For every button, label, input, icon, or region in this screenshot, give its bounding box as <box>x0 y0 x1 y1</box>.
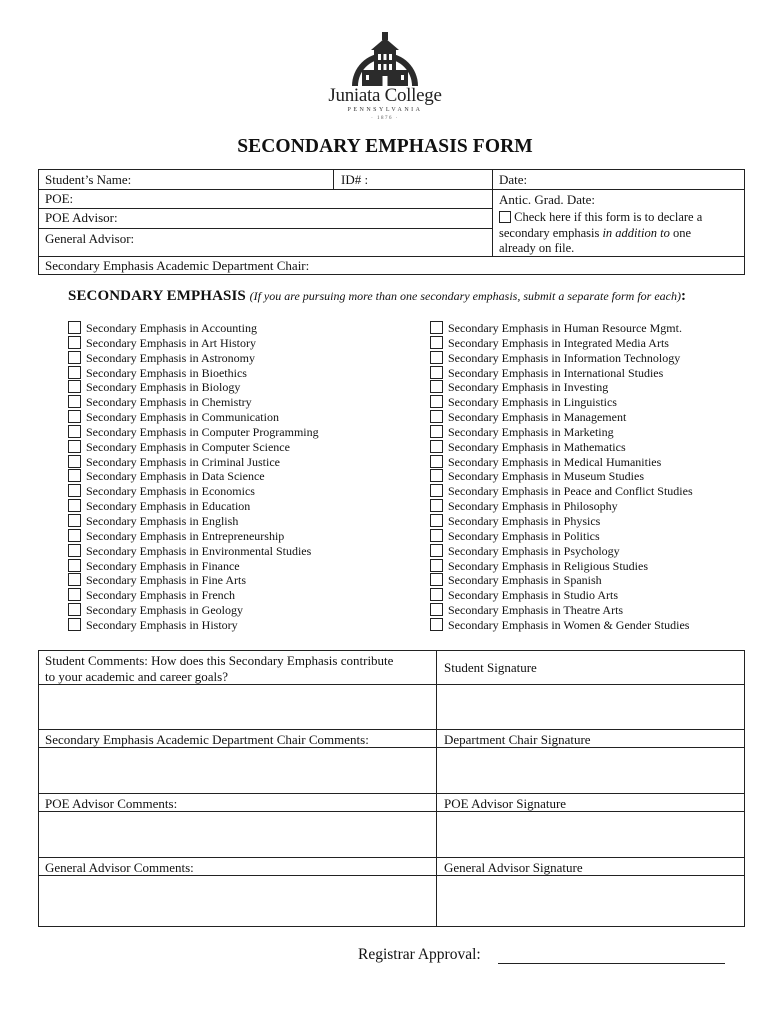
emphasis-checkbox[interactable] <box>430 425 443 438</box>
emphasis-checkbox[interactable] <box>68 366 81 379</box>
emphasis-label: Secondary Emphasis in Museum Studies <box>448 469 644 484</box>
emphasis-label: Secondary Emphasis in Computer Science <box>86 439 290 454</box>
emphasis-label: Secondary Emphasis in Information Technology <box>448 350 681 365</box>
poe-comments-area[interactable] <box>40 813 434 856</box>
logo-year: · 1876 · <box>371 116 399 121</box>
emphasis-checkbox[interactable] <box>68 336 81 349</box>
emphasis-label: Secondary Emphasis in Medical Humanities <box>448 454 662 469</box>
general-advisor-field[interactable]: General Advisor: <box>45 231 135 246</box>
emphasis-checkbox[interactable] <box>68 351 81 364</box>
emphasis-label: Secondary Emphasis in Spanish <box>448 573 602 588</box>
emphasis-option[interactable] <box>68 380 319 395</box>
emphasis-option[interactable] <box>68 469 319 484</box>
emphasis-checkbox[interactable] <box>430 321 443 334</box>
emphasis-option[interactable] <box>68 410 319 425</box>
emphasis-checkbox[interactable] <box>68 603 81 616</box>
emphasis-label: Secondary Emphasis in History <box>86 617 238 632</box>
college-logo <box>318 30 452 126</box>
emphasis-checkbox[interactable] <box>68 514 81 527</box>
emphasis-option[interactable] <box>68 529 319 544</box>
emphasis-option[interactable] <box>430 440 693 455</box>
emphasis-label: Secondary Emphasis in Management <box>448 410 627 425</box>
emphasis-label: Secondary Emphasis in Communication <box>86 410 279 425</box>
emphasis-option[interactable] <box>68 588 319 603</box>
emphasis-checkbox[interactable] <box>68 529 81 542</box>
emphasis-label: Secondary Emphasis in Religious Studies <box>448 558 648 573</box>
general-comments-area[interactable] <box>40 877 434 924</box>
declare-text-line3: already on file. <box>499 241 575 255</box>
emphasis-checkbox[interactable] <box>68 573 81 586</box>
emphasis-option[interactable] <box>68 425 319 440</box>
logo-state: PENNSYLVANIA <box>347 107 423 113</box>
emphasis-options-right <box>430 321 693 633</box>
emphasis-checkbox[interactable] <box>430 544 443 557</box>
form-title: SECONDARY EMPHASIS FORM <box>237 136 533 157</box>
chair-signature-label: Department Chair Signature <box>444 732 591 747</box>
emphasis-label: Secondary Emphasis in Economics <box>86 484 255 499</box>
emphasis-label: Secondary Emphasis in Philosophy <box>448 499 618 514</box>
section-title: SECONDARY EMPHASIS <box>68 288 246 304</box>
emphasis-option[interactable] <box>68 395 319 410</box>
emphasis-option[interactable] <box>430 618 693 633</box>
emphasis-option[interactable] <box>430 529 693 544</box>
emphasis-option[interactable] <box>68 455 319 470</box>
emphasis-option[interactable] <box>430 425 693 440</box>
emphasis-options-left <box>68 321 319 633</box>
emphasis-checkbox[interactable] <box>68 499 81 512</box>
emphasis-checkbox[interactable] <box>430 603 443 616</box>
declare-additional-option[interactable] <box>499 210 745 257</box>
emphasis-label: Secondary Emphasis in Environmental Studies <box>86 543 312 558</box>
emphasis-option[interactable] <box>430 588 693 603</box>
emphasis-label: Secondary Emphasis in Criminal Justice <box>86 454 280 469</box>
emphasis-checkbox[interactable] <box>430 455 443 468</box>
emphasis-option[interactable] <box>68 484 319 499</box>
emphasis-option[interactable] <box>430 469 693 484</box>
declare-checkbox[interactable] <box>499 211 511 223</box>
chair-signature-area[interactable] <box>438 749 742 792</box>
emphasis-label: Secondary Emphasis in Fine Arts <box>86 573 246 588</box>
student-id-field[interactable]: ID# : <box>341 172 369 187</box>
emphasis-label: Secondary Emphasis in Chemistry <box>86 395 252 410</box>
poe-comments-label: POE Advisor Comments: <box>45 796 178 811</box>
emphasis-option[interactable] <box>430 559 693 574</box>
antic-grad-date-field[interactable]: Antic. Grad. Date: <box>499 192 596 207</box>
emphasis-option[interactable] <box>430 336 693 351</box>
emphasis-checkbox[interactable] <box>430 499 443 512</box>
declare-text-italic: in addition to <box>602 225 670 240</box>
poe-signature-label: POE Advisor Signature <box>444 796 567 811</box>
emphasis-option[interactable] <box>68 618 319 633</box>
emphasis-option[interactable] <box>430 484 693 499</box>
emphasis-option[interactable] <box>68 603 319 618</box>
emphasis-label: Secondary Emphasis in International Studies <box>448 365 664 380</box>
emphasis-checkbox[interactable] <box>430 410 443 423</box>
emphasis-option[interactable] <box>68 499 319 514</box>
emphasis-label: Secondary Emphasis in Computer Programming <box>86 424 319 439</box>
college-building-icon <box>348 30 422 86</box>
registrar-approval-label: Registrar Approval: <box>358 946 481 963</box>
poe-advisor-field[interactable]: POE Advisor: <box>45 210 118 225</box>
emphasis-label: Secondary Emphasis in Geology <box>86 603 243 618</box>
emphasis-label: Secondary Emphasis in Entrepreneurship <box>86 528 285 543</box>
emphasis-label: Secondary Emphasis in Psychology <box>448 543 620 558</box>
emphasis-option[interactable] <box>430 514 693 529</box>
emphasis-label: Secondary Emphasis in Women & Gender Studies <box>448 617 690 632</box>
emphasis-option[interactable] <box>430 499 693 514</box>
emphasis-checkbox[interactable] <box>68 395 81 408</box>
emphasis-checkbox[interactable] <box>430 588 443 601</box>
emphasis-checkbox[interactable] <box>430 336 443 349</box>
department-chair-field[interactable]: Secondary Emphasis Academic Department Chair: <box>45 258 310 273</box>
general-signature-label: General Advisor Signature <box>444 860 583 875</box>
emphasis-option[interactable] <box>68 559 319 574</box>
emphasis-label: Secondary Emphasis in Politics <box>448 528 600 543</box>
poe-signature-area[interactable] <box>438 813 742 856</box>
emphasis-option[interactable] <box>430 366 693 381</box>
emphasis-label: Secondary Emphasis in Biology <box>86 380 241 395</box>
emphasis-option[interactable] <box>430 321 693 336</box>
comments-table <box>38 650 745 927</box>
emphasis-label: Secondary Emphasis in Integrated Media Arts <box>448 335 669 350</box>
emphasis-checkbox[interactable] <box>68 469 81 482</box>
emphasis-option[interactable] <box>430 380 693 395</box>
emphasis-label: Secondary Emphasis in Mathematics <box>448 439 626 454</box>
emphasis-option[interactable] <box>430 410 693 425</box>
emphasis-label: Secondary Emphasis in Astronomy <box>86 350 255 365</box>
registrar-signature-line[interactable] <box>498 963 725 964</box>
student-signature-label: Student Signature <box>444 660 537 675</box>
logo-college-name: Juniata College <box>328 85 442 106</box>
emphasis-section-heading <box>68 288 686 305</box>
student-info-box <box>38 169 745 275</box>
emphasis-option[interactable] <box>68 336 319 351</box>
emphasis-label: Secondary Emphasis in Education <box>86 499 251 514</box>
emphasis-checkbox[interactable] <box>430 484 443 497</box>
general-comments-label: General Advisor Comments: <box>45 860 194 875</box>
chair-comments-area[interactable] <box>40 749 434 792</box>
emphasis-label: Secondary Emphasis in Peace and Conflict Studies <box>448 484 693 499</box>
emphasis-option[interactable] <box>68 351 319 366</box>
emphasis-checkbox[interactable] <box>68 559 81 572</box>
emphasis-label: Secondary Emphasis in Data Science <box>86 469 265 484</box>
emphasis-option[interactable] <box>430 395 693 410</box>
emphasis-checkbox[interactable] <box>430 440 443 453</box>
emphasis-label: Secondary Emphasis in Accounting <box>86 321 257 335</box>
student-name-field[interactable]: Student’s Name: <box>45 172 132 187</box>
emphasis-checkbox[interactable] <box>430 380 443 393</box>
emphasis-checkbox[interactable] <box>430 366 443 379</box>
emphasis-checkbox[interactable] <box>430 559 443 572</box>
chair-comments-label: Secondary Emphasis Academic Department Chair Comments: <box>45 732 369 747</box>
emphasis-checkbox[interactable] <box>430 529 443 542</box>
emphasis-label: Secondary Emphasis in Physics <box>448 513 601 528</box>
emphasis-checkbox[interactable] <box>430 351 443 364</box>
emphasis-checkbox[interactable] <box>430 618 443 631</box>
emphasis-label: Secondary Emphasis in Linguistics <box>448 395 617 410</box>
emphasis-option[interactable] <box>68 573 319 588</box>
emphasis-option[interactable] <box>430 544 693 559</box>
emphasis-option[interactable] <box>430 573 693 588</box>
general-signature-area[interactable] <box>438 877 742 924</box>
emphasis-option[interactable] <box>68 514 319 529</box>
student-comments-line2: to your academic and career goals? <box>45 669 228 684</box>
declare-text-pre: secondary emphasis <box>499 225 603 240</box>
emphasis-label: Secondary Emphasis in Marketing <box>448 424 614 439</box>
declare-text-post: one <box>669 225 692 240</box>
emphasis-checkbox[interactable] <box>68 544 81 557</box>
student-comments-line1: Student Comments: How does this Secondary Emphasis contribute <box>45 653 394 668</box>
student-signature-area[interactable] <box>438 686 742 728</box>
emphasis-label: Secondary Emphasis in Finance <box>86 558 240 573</box>
emphasis-label: Secondary Emphasis in Theatre Arts <box>448 603 624 618</box>
emphasis-label: Secondary Emphasis in Art History <box>86 335 256 350</box>
emphasis-label: Secondary Emphasis in Bioethics <box>86 365 247 380</box>
section-colon: : <box>680 288 687 304</box>
emphasis-label: Secondary Emphasis in Investing <box>448 380 609 395</box>
emphasis-checkbox[interactable] <box>430 514 443 527</box>
emphasis-checkbox[interactable] <box>68 410 81 423</box>
emphasis-label: Secondary Emphasis in Human Resource Mgmt. <box>448 321 682 335</box>
emphasis-checkbox[interactable] <box>68 618 81 631</box>
emphasis-checkbox[interactable] <box>430 395 443 408</box>
emphasis-option[interactable] <box>430 455 693 470</box>
emphasis-checkbox[interactable] <box>68 440 81 453</box>
student-comments-label <box>45 653 393 685</box>
emphasis-checkbox[interactable] <box>430 469 443 482</box>
emphasis-option[interactable] <box>68 544 319 559</box>
emphasis-checkbox[interactable] <box>68 425 81 438</box>
emphasis-label: Secondary Emphasis in English <box>86 513 239 528</box>
emphasis-option[interactable] <box>68 366 319 381</box>
poe-field[interactable]: POE: <box>45 191 74 206</box>
emphasis-option[interactable] <box>430 351 693 366</box>
emphasis-option[interactable] <box>68 321 319 336</box>
emphasis-label: Secondary Emphasis in French <box>86 588 235 603</box>
emphasis-checkbox[interactable] <box>68 321 81 334</box>
emphasis-option[interactable] <box>430 603 693 618</box>
emphasis-checkbox[interactable] <box>68 484 81 497</box>
emphasis-label: Secondary Emphasis in Studio Arts <box>448 588 618 603</box>
emphasis-checkbox[interactable] <box>430 573 443 586</box>
section-note: (If you are pursuing more than one secondary emphasis, submit a separate form for each) <box>249 289 681 303</box>
date-field[interactable]: Date: <box>499 172 528 187</box>
emphasis-checkbox[interactable] <box>68 588 81 601</box>
declare-text-line1: Check here if this form is to declare a <box>514 210 703 224</box>
emphasis-checkbox[interactable] <box>68 380 81 393</box>
student-comments-area[interactable] <box>40 686 434 728</box>
emphasis-checkbox[interactable] <box>68 455 81 468</box>
emphasis-option[interactable] <box>68 440 319 455</box>
